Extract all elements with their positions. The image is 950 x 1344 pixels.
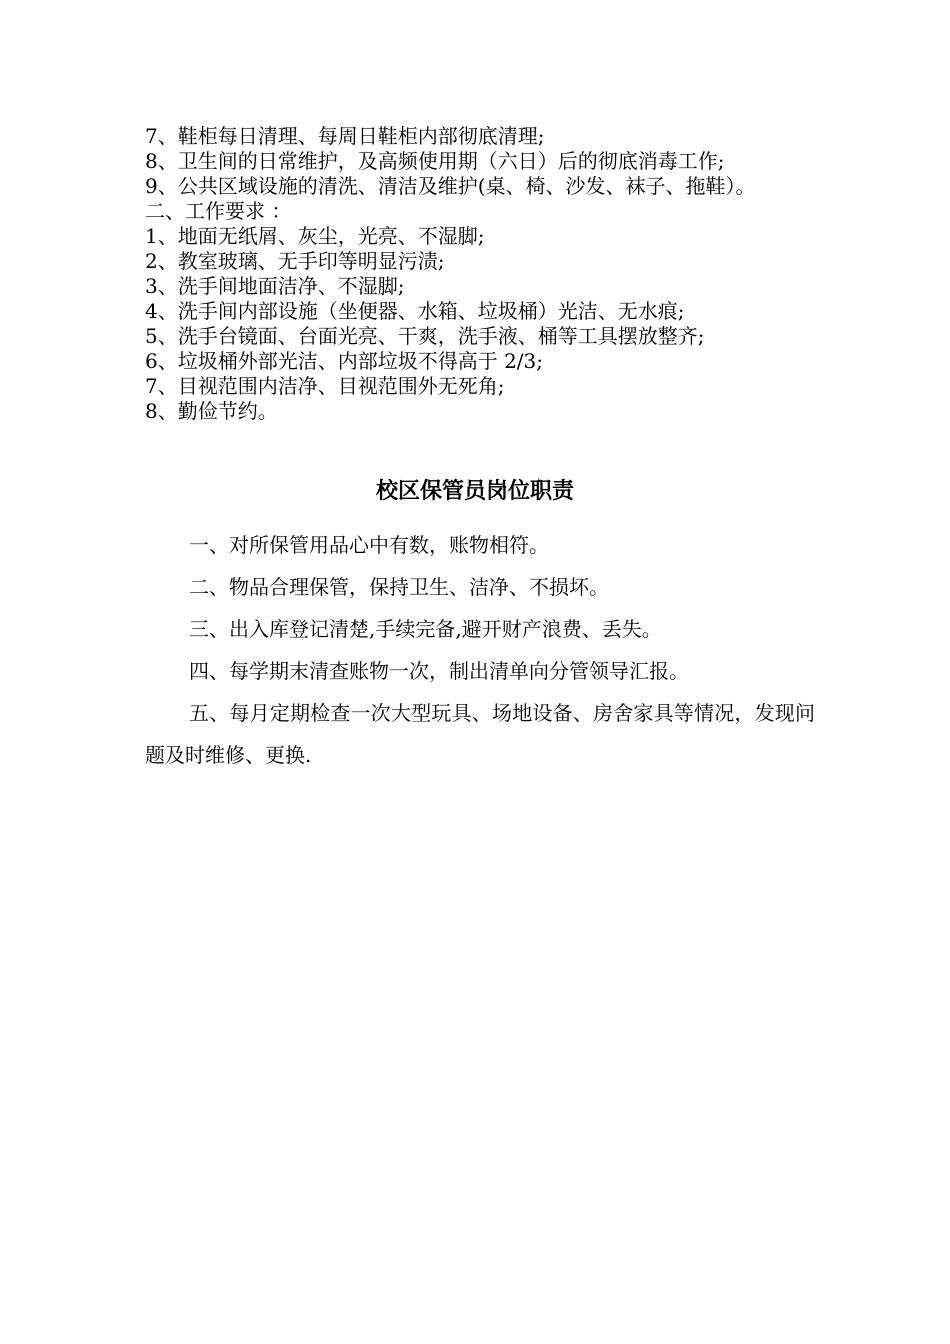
duty-paragraph: 五、每月定期检查一次大型玩具、场地设备、房舍家具等情况，发现问题及时维修、更换. <box>145 701 815 767</box>
list-item: 8、勤俭节约。 <box>145 399 278 423</box>
keeper-duties-list <box>145 524 815 776</box>
list-item: 6、垃圾桶外部光洁、内部垃圾不得高于 2/3; <box>145 349 544 373</box>
section-title: 校区保管员岗位职责 <box>375 479 574 504</box>
list-item: 3、洗手间地面洁净、不湿脚; <box>145 274 405 298</box>
list-item: 8、卫生间的日常维护，及高频使用期（六日）后的彻底消毒工作; <box>145 149 725 173</box>
section-heading-work-requirements: 二、工作要求 ： <box>145 199 292 223</box>
list-item: 5、洗手台镜面、台面光亮、干爽，洗手液、桶等工具摆放整齐; <box>145 324 705 348</box>
duty-paragraph: 四、每学期末清查账物一次，制出清单向分管领导汇报。 <box>189 659 689 683</box>
list-item: 9、公共区域设施的清洗、清洁及维护(桌、椅、沙发、袜子、拖鞋）。 <box>145 174 756 198</box>
list-item: 7、鞋柜每日清理、每周日鞋柜内部彻底清理; <box>145 124 545 148</box>
list-item: 1、地面无纸屑、灰尘，光亮、不湿脚; <box>145 224 485 248</box>
duty-paragraph: 三、出入库登记清楚,手续完备,避开财产浪费、丢失。 <box>189 617 662 641</box>
cleaning-duties-list <box>145 124 815 424</box>
duty-paragraph: 一、对所保管用品心中有数，账物相符。 <box>189 533 549 557</box>
list-item: 7、目视范围内洁净、目视范围外无死角; <box>145 374 505 398</box>
list-item: 4、洗手间内部设施（坐便器、水箱、垃圾桶）光洁、无水痕; <box>145 299 685 323</box>
list-item: 2、教室玻璃、无手印等明显污渍; <box>145 249 445 273</box>
duty-paragraph: 二、物品合理保管，保持卫生、洁净、不损坏。 <box>189 575 609 599</box>
